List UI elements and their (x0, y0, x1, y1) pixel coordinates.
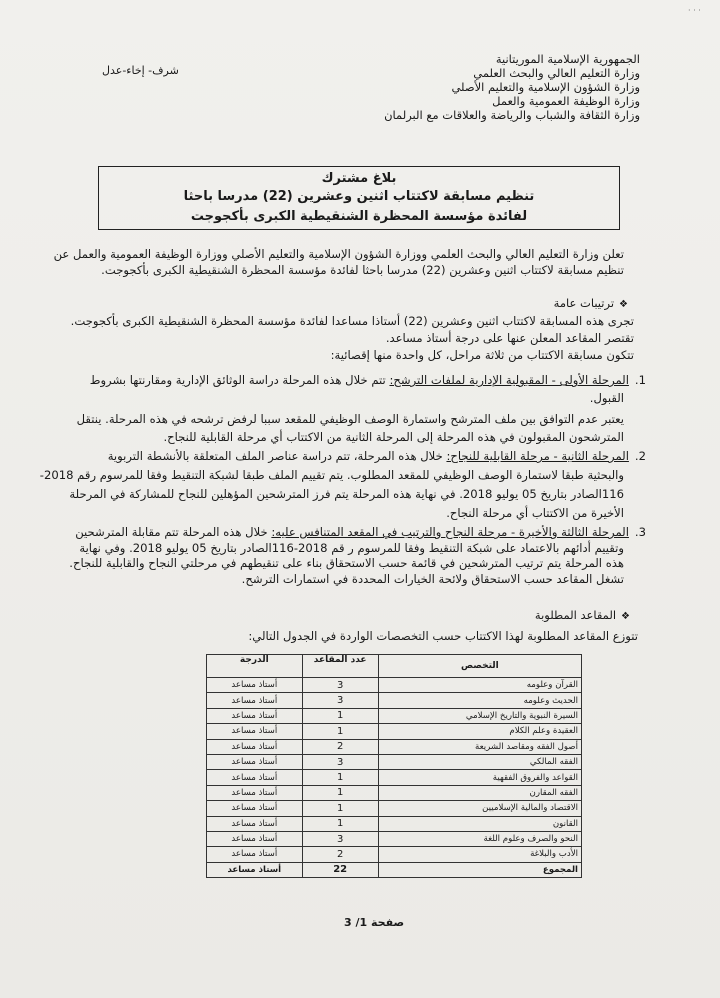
stage-number: 2. (634, 449, 646, 463)
text-line: يعتبر عدم التوافق بين ملف المترشح واستمارة الوصف الوظيفي للمقعد سببا لرفض ترشحه في هذه المرحلة. ينتقل (76, 412, 624, 426)
cell-seats: 1 (302, 785, 378, 800)
stage-title: المرحلة الثالثة والأخيرة - مرحلة النجاح والترتيب في المقعد المتنافس عليه: (271, 525, 629, 539)
cell-grade: أستاذ مساعد (207, 801, 303, 816)
cell-seats: 22 (302, 862, 378, 877)
cell-grade: أستاذ مساعد (207, 816, 303, 831)
table-row (207, 831, 582, 846)
header-seats: عدد المقاعد (302, 655, 378, 678)
cell-specialty: القانون (378, 816, 581, 831)
table-row (207, 847, 582, 862)
section-title: ترتيبات عامة (553, 296, 615, 310)
header-line: الجمهورية الإسلامية الموريتانية (495, 52, 640, 66)
table-row (207, 816, 582, 831)
page-number: صفحة 1/ 3 (344, 916, 405, 929)
section-heading (554, 296, 628, 310)
intro-paragraph (53, 246, 624, 278)
cell-grade: أستاذ مساعد (207, 862, 303, 877)
cell-grade: أستاذ مساعد (207, 785, 303, 800)
cell-seats: 3 (302, 693, 378, 708)
seats-intro (78, 628, 638, 644)
cell-seats: 2 (302, 739, 378, 754)
header-line: وزارة التعليم العالي والبحث العلمي (473, 66, 640, 80)
diamond-bullet-icon: ❖ (619, 299, 628, 310)
text-line: تعلن وزارة التعليم العالي والبحث العلمي ووزارة الشؤون الإسلامية والتعليم الأصلي ووزارة الوظيفة العمومية والعمل عن (53, 247, 624, 261)
table-row (207, 708, 582, 723)
corner-mark: · · · (688, 6, 701, 15)
title-line: لفائدة مؤسسة المحظرة الشنقيطية الكبرى بأكجوجت (190, 209, 528, 224)
title-line: بلاغ مشترك (321, 171, 397, 186)
table-total-row (207, 862, 582, 877)
cell-grade: أستاذ مساعد (207, 678, 303, 693)
stage-2 (39, 447, 646, 523)
cell-specialty: الفقه المالكي (378, 754, 581, 769)
text-line: الأخيرة من الاكتتاب أي مرحلة النجاح. (446, 506, 624, 520)
table-row (207, 678, 582, 693)
diamond-bullet-icon: ❖ (621, 611, 630, 622)
cell-seats: 1 (302, 708, 378, 723)
text-line: هذه المرحلة يتم ترتيب المترشحين في قائمة حسب الاستحقاق بناء على تنقيطهم في مرحلتي النجاح والقابلية للنجاح. (69, 556, 624, 570)
table-row (207, 724, 582, 739)
cell-specialty: الاقتصاد والمالية الإسلاميين (378, 801, 581, 816)
cell-grade: أستاذ مساعد (207, 693, 303, 708)
table-header-row (207, 655, 582, 678)
text-line: تشغل المقاعد حسب الاستحقاق ولائحة الخيارات المحددة في استمارات الترشح. (241, 571, 624, 586)
stage-text: تتم خلال هذه المرحلة دراسة الوثائق الإدارية ومقارنتها بشروط (89, 373, 386, 387)
stage-title: المرحلة الثانية - مرحلة القابلية للنجاح: (446, 449, 629, 463)
text-line: تتكون مسابقة الاكتتاب من ثلاثة مراحل، كل واحدة منها إقصائية: (330, 348, 634, 362)
ministries-header (320, 52, 640, 122)
text-line (66, 525, 646, 541)
text-line: المترشحون المقبولون في هذه المرحلة إلى المرحلة الثانية من الاكتتاب أي مرحلة القابلية للنجاح. (163, 429, 624, 444)
stage-text: خلال هذه المرحلة تتم مقابلة المترشحين (75, 525, 268, 539)
cell-specialty: القرآن وعلومه (378, 678, 581, 693)
stage-title: المرحلة الأولى - المقبولية الإدارية لملفات الترشح: (389, 373, 629, 387)
cell-grade: أستاذ مساعد (207, 754, 303, 769)
cell-specialty: النحو والصرف وعلوم اللغة (378, 831, 581, 846)
cell-seats: 3 (302, 754, 378, 769)
cell-grade: أستاذ مساعد (207, 724, 303, 739)
cell-seats: 1 (302, 816, 378, 831)
cell-specialty: الفقه المقارن (378, 785, 581, 800)
cell-grade: أستاذ مساعد (207, 770, 303, 785)
text-line: القبول. (589, 390, 624, 405)
text-line (66, 372, 646, 390)
header-grade: الدرجة (207, 655, 303, 678)
header-specialty: التخصص (378, 655, 581, 678)
text-line: والبحثية طبقا لاستمارة الوصف الوظيفي للمقعد المطلوب. يتم تقييم الملف طبقا لشبكة التنقيط وفقا للمرسوم رقم 2018- (39, 468, 624, 482)
cell-seats: 1 (302, 801, 378, 816)
national-motto: شرف- إخاء-عدل (102, 64, 179, 77)
table-row (207, 801, 582, 816)
table-row (207, 785, 582, 800)
table-row (207, 693, 582, 708)
stage-number: 3. (634, 525, 646, 539)
stage-3 (66, 525, 646, 587)
cell-specialty: أصول الفقه ومقاصد الشريعة (378, 739, 581, 754)
text-line: تقتصر المقاعد المعلن عنها على درجة أستاذ مساعد. (385, 331, 634, 345)
header-line: وزارة الثقافة والشباب والرياضة والعلاقات مع البرلمان (384, 108, 640, 122)
stage-number: 1. (634, 373, 646, 387)
cell-grade: أستاذ مساعد (207, 831, 303, 846)
general-provisions (70, 313, 634, 364)
cell-seats: 3 (302, 831, 378, 846)
table-row (207, 754, 582, 769)
cell-seats: 2 (302, 847, 378, 862)
cell-seats: 1 (302, 770, 378, 785)
cell-specialty: العقيدة وعلم الكلام (378, 724, 581, 739)
cell-grade: أستاذ مساعد (207, 739, 303, 754)
cell-grade: أستاذ مساعد (207, 847, 303, 862)
cell-seats: 1 (302, 724, 378, 739)
text-line: وتقييم أدائهم بالاعتماد على شبكة التنقيط وفقا للمرسوم ر قم 2018-116الصادر بتاريخ 05 يوليو 2018. وفي نهاية (79, 540, 624, 555)
title-box (98, 166, 620, 230)
table-row (207, 739, 582, 754)
cell-specialty: الأدب والبلاغة (378, 847, 581, 862)
table-row (207, 770, 582, 785)
stage-1 (66, 372, 646, 446)
cell-seats: 3 (302, 678, 378, 693)
text-line: تنظيم مسابقة لاكتتاب اثنين وعشرين (22) مدرسا باحثا لفائدة مؤسسة المحظرة الشنقيطية الكبرى بأكجوجت. (101, 263, 624, 277)
text-line: تتوزع المقاعد المطلوبة لهذا الاكتتاب حسب التخصصات الواردة في الجدول التالي: (248, 629, 638, 643)
text-line: 116الصادر بتاريخ 05 يوليو 2018. في نهاية هذه المرحلة يتم فرز المترشحين المؤهلين للنجاح للمشاركة في المرحلة (69, 487, 624, 501)
header-line: وزارة الشؤون الإسلامية والتعليم الأصلي (451, 80, 640, 94)
stage-text: خلال هذه المرحلة، تتم دراسة عناصر الملف المتعلقة بالأنشطة التربوية (107, 449, 443, 463)
cell-specialty: القواعد والفروق الفقهية (378, 770, 581, 785)
seats-table (206, 654, 582, 878)
section-title: المقاعد المطلوبة (534, 608, 617, 622)
text-line: تجرى هذه المسابقة لاكتتاب اثنين وعشرين (22) أستاذا مساعدا لفائدة مؤسسة المحظرة الشنقيطية الكبرى بأكجوجت. (70, 314, 634, 328)
header-line: وزارة الوظيفة العمومية والعمل (492, 94, 640, 108)
cell-specialty: الحديث وعلومه (378, 693, 581, 708)
section-heading (535, 608, 630, 622)
cell-specialty: السيرة النبوية والتاريخ الإسلامي (378, 708, 581, 723)
title-line: تنظيم مسابقة لاكتتاب اثنين وعشرين (22) مدرسا باحثا (183, 189, 535, 204)
cell-specialty: المجموع (378, 862, 581, 877)
text-line (66, 447, 646, 466)
cell-grade: أستاذ مساعد (207, 708, 303, 723)
